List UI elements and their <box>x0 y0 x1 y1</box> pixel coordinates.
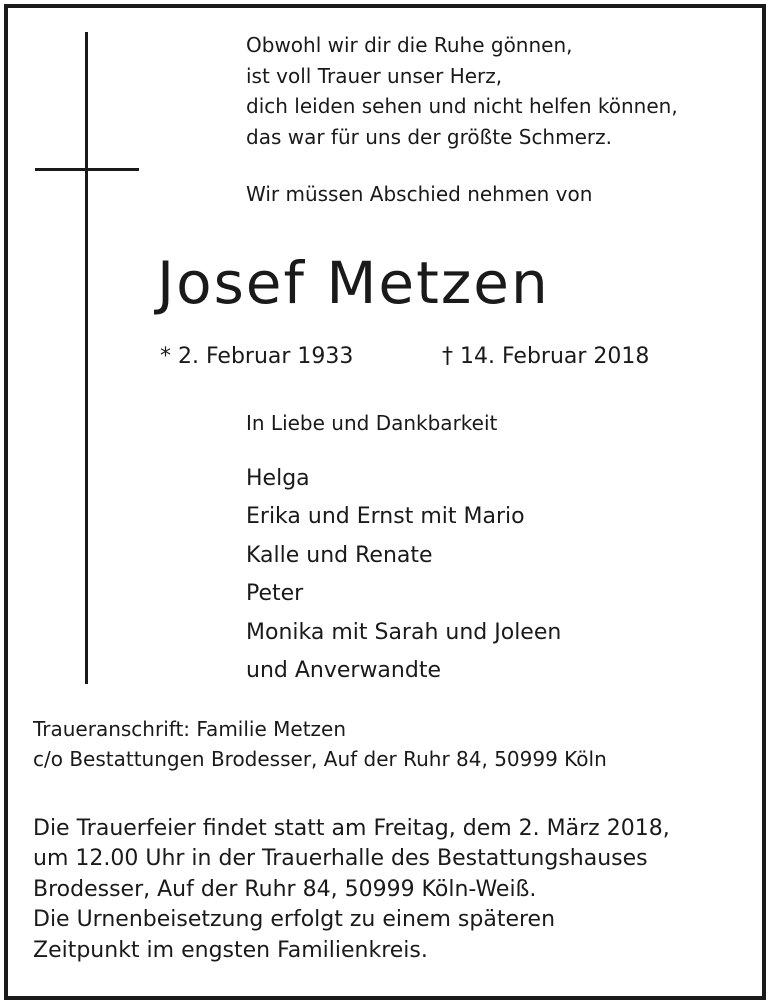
mourning-address <box>33 715 607 774</box>
love-line: In Liebe und Dankbarkeit <box>246 411 498 435</box>
poem <box>246 30 678 152</box>
ceremony-info <box>33 814 670 966</box>
mourners-list <box>246 460 561 690</box>
poem-line: Obwohl wir dir die Ruhe gönnen, <box>246 33 573 57</box>
poem-line: dich leiden sehen und nicht helfen können, <box>246 94 678 118</box>
address-line: c/o Bestattungen Brodesser, Auf der Ruhr 84, 50999 Köln <box>33 746 607 771</box>
mourner: Monika mit Sarah und Joleen <box>246 619 562 645</box>
ceremony-line: Die Trauerfeier findet statt am Freitag, dem 2. März 2018, <box>33 816 670 841</box>
ceremony-line: Die Urnenbeisetzung erfolgt zu einem späteren <box>33 907 556 933</box>
poem-line: das war für uns der größte Schmerz. <box>246 124 612 149</box>
mourner: Erika und Ernst mit Mario <box>246 504 525 530</box>
ceremony-line: Zeitpunkt im engsten Familienkreis. <box>33 937 428 963</box>
ceremony-line: Brodesser, Auf der Ruhr 84, 50999 Köln-Weiß. <box>33 876 537 902</box>
address-line: Traueranschrift: Familie Metzen <box>33 717 347 741</box>
birth-date: * 2. Februar 1933 <box>160 344 354 369</box>
life-dates <box>160 341 650 373</box>
mourner: Helga <box>246 466 310 491</box>
mourner: Peter <box>246 581 304 607</box>
cross-vertical-bar <box>85 32 88 684</box>
cross-horizontal-bar <box>35 168 139 171</box>
mourner: und Anverwandte <box>246 658 441 684</box>
farewell-intro: Wir müssen Abschied nehmen von <box>246 182 593 206</box>
mourner: Kalle und Renate <box>246 542 433 568</box>
death-date: † 14. Februar 2018 <box>442 344 650 369</box>
deceased-name: Josef Metzen <box>157 249 550 317</box>
poem-line: ist voll Trauer unser Herz, <box>246 63 503 88</box>
ceremony-line: um 12.00 Uhr in der Trauerhalle des Bestattungshauses <box>33 846 648 872</box>
